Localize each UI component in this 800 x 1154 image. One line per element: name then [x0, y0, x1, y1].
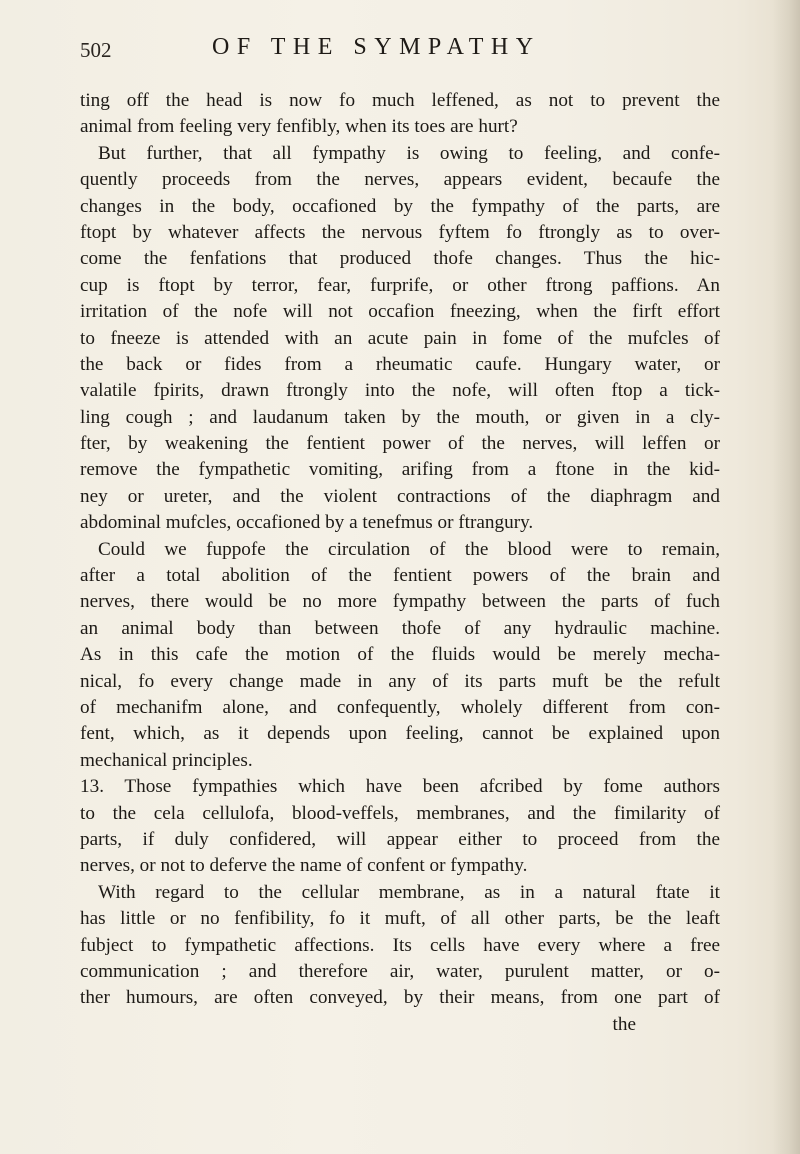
catchword: the — [612, 1013, 636, 1035]
text-line: irritation of the nofe will not occafion fneezing, when the firft effort — [80, 301, 720, 323]
page-edge-shadow — [772, 0, 800, 1154]
text-line: fter, by weakening the fentient power of the nerves, will leffen or — [80, 433, 720, 455]
text-line: animal from feeling very fenfibly, when its toes are hurt? — [80, 116, 518, 138]
text-line: has little or no fenfibility, fo it muft, of all other parts, be the leaft — [80, 908, 720, 930]
text-line: to the cela cellulofa, blood-veffels, membranes, and the fimilarity of — [80, 802, 720, 824]
text-line: Could we fuppofe the circulation of the blood were to remain, — [98, 538, 720, 560]
text-line: after a total abolition of the fentient powers of the brain and — [80, 565, 720, 587]
text-line: nical, fo every change made in any of its parts muft be the refult — [80, 670, 720, 692]
text-line: ther humours, are often conveyed, by their means, from one part of — [80, 987, 720, 1009]
text-line: to fneeze is attended with an acute pain in fome of the mufcles of — [80, 327, 720, 349]
text-line: parts, if duly confidered, will appear either to proceed from the — [80, 828, 720, 850]
text-line: 13. Those fympathies which have been afcribed by fome authors — [80, 776, 720, 798]
text-line: With regard to the cellular membrane, as in a natural ftate it — [98, 881, 720, 903]
text-line: an animal body than between thofe of any hydraulic machine. — [80, 617, 720, 639]
text-line: mechanical principles. — [80, 749, 253, 771]
text-line: nerves, there would be no more fympathy between the parts of fuch — [80, 591, 720, 613]
text-line: of mechanifm alone, and confequently, wholely different from con- — [80, 696, 720, 718]
page-header — [80, 34, 720, 74]
text-line: ling cough ; and laudanum taken by the mouth, or given in a cly- — [80, 406, 720, 428]
page-number: 502 — [80, 38, 112, 62]
text-line: communication ; and therefore air, water, purulent matter, or o- — [80, 960, 720, 982]
text-line: fent, which, as it depends upon feeling, cannot be explained upon — [80, 723, 720, 745]
text-line: nerves, or not to deferve the name of confent or fympathy. — [80, 855, 528, 877]
running-head: OF THE SYMPATHY — [212, 34, 541, 60]
text-line: abdominal mufcles, occafioned by a tenefmus or ftrangury. — [80, 512, 534, 534]
body-text — [80, 88, 720, 1038]
text-line: fubject to fympathetic affections. Its cells have every where a free — [80, 934, 720, 956]
text-line: But further, that all fympathy is owing to feeling, and confe- — [98, 142, 720, 164]
text-line: valatile fpirits, drawn ftrongly into the nofe, will often ftop a tick- — [80, 380, 720, 402]
text-line: come the fenfations that produced thofe changes. Thus the hic- — [80, 248, 720, 270]
text-line: ney or ureter, and the violent contractions of the diaphragm and — [80, 485, 720, 507]
text-line: cup is ftopt by terror, fear, furprife, or other ftrong paffions. An — [80, 274, 720, 296]
text-line: changes in the body, occafioned by the fympathy of the parts, are — [80, 195, 720, 217]
text-line: quently proceeds from the nerves, appears evident, becaufe the — [80, 169, 720, 191]
text-line: ftopt by whatever affects the nervous fyftem fo ftrongly as to over- — [80, 221, 720, 243]
text-line: As in this cafe the motion of the fluids would be merely mecha- — [80, 644, 720, 666]
text-line: the back or fides from a rheumatic caufe. Hungary water, or — [80, 353, 720, 375]
text-line: remove the fympathetic vomiting, arifing from a ftone in the kid- — [80, 459, 720, 481]
text-line: ting off the head is now fo much leffened, as not to prevent the — [80, 90, 720, 111]
